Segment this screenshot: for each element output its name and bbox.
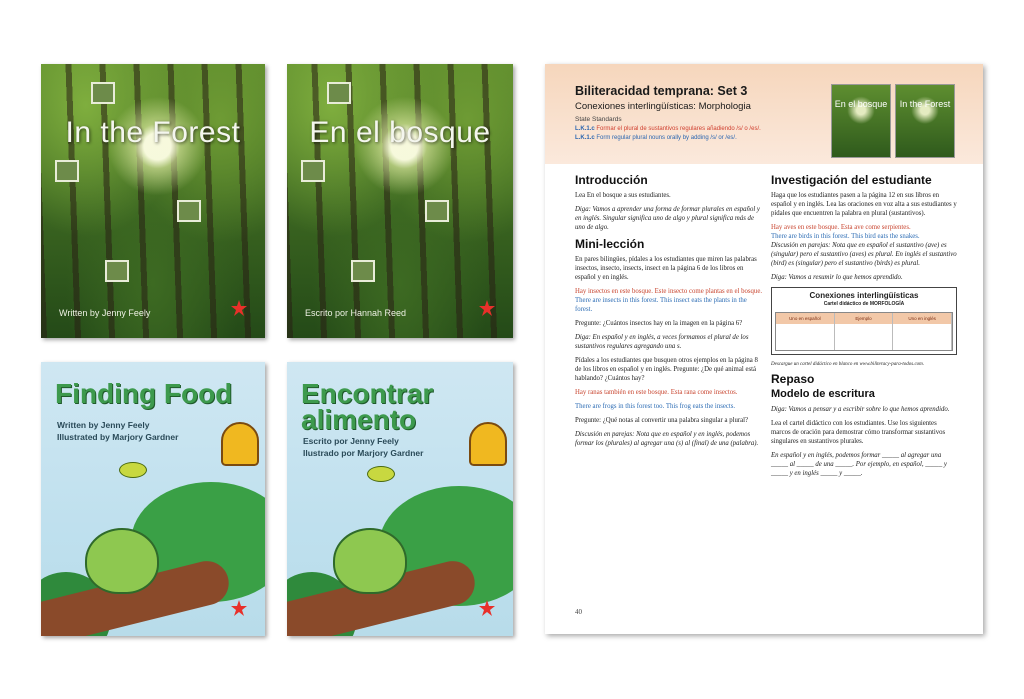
chart-subtitle: Cartel didáctico de MORFOLOGÍA — [823, 301, 905, 307]
publisher-star-icon — [231, 600, 247, 616]
publisher-star-icon — [479, 600, 495, 616]
page-subtitle: Conexiones interlingüísticas: Morphologia — [575, 101, 751, 112]
right-column — [771, 173, 957, 483]
example-spanish: Hay ranas también en este bosque. Esta rana come insectos. — [575, 389, 738, 396]
cover-illustrator: Ilustrado por Marjory Gardner — [303, 448, 424, 458]
standard-line-es — [575, 126, 761, 132]
cover-title-line2: alimento — [301, 404, 417, 435]
paragraph: Diga: Vamos a resumir lo que hemos aprendido. — [771, 274, 903, 281]
sentence-frame: En español y en inglés, podemos formar _____ al agregar una _____ al _____ de una _____. Por ejemplo, en español, _____ y _____ y en inglés _____ y _____. — [771, 452, 947, 477]
frog-illustration — [85, 528, 159, 594]
snake-illustration — [221, 422, 259, 466]
standard-text: Formar el plural de sustantivos regulares añadiendo /s/ o /es/. — [594, 126, 761, 132]
cover-finding-food — [41, 362, 265, 636]
chart-note: Descargue un cartel didáctico en blanco en www.biliteracy-para-todos.com. — [771, 362, 925, 367]
thumbnail-image — [301, 160, 325, 182]
cover-illustrator: Illustrated by Marjory Gardner — [57, 432, 179, 442]
page-number: 40 — [575, 608, 582, 616]
example-english: There are insects in this forest. This insect eats the plants in the forest. — [575, 297, 747, 313]
grasshopper-illustration — [367, 466, 395, 482]
example-english: There are birds in this forest. This bird eats the snakes. — [771, 233, 920, 240]
chart-cell — [835, 324, 894, 350]
paragraph: Diga: Vamos a pensar y a escribir sobre lo que hemos aprendido. — [771, 406, 950, 413]
chart-table — [775, 312, 953, 351]
snake-illustration — [469, 422, 507, 466]
standard-text: Form regular plural nouns orally by adding /s/ or /es/. — [594, 135, 737, 141]
frog-illustration — [333, 528, 407, 594]
paragraph: Diga: En español y en inglés, a veces formamos el plural de los sustantivos regulares agregando una s. — [575, 334, 749, 350]
thumbnail-image — [425, 200, 449, 222]
paragraph: Lea En el bosque a sus estudiantes. — [575, 192, 671, 199]
publisher-star-icon — [231, 300, 247, 316]
heading-repaso: Repaso — [771, 372, 815, 386]
left-column — [575, 173, 765, 453]
paragraph: En pares bilingües, pídales a los estudiantes que miren las palabras insectos, insecto, insects, insect en la página 6 de los libros en español y en inglés. — [575, 256, 757, 281]
cover-en-el-bosque — [287, 64, 513, 338]
thumbnail-image — [327, 82, 351, 104]
example-spanish: Hay insectos en este bosque. Este insecto come plantas en el bosque. — [575, 288, 763, 295]
thumbnail-image — [177, 200, 201, 222]
paragraph: Discusión en parejas: Nota que en español el sustantivo (ave) es (singular) pero el sustantivo (aves) es plural. En inglés el sustantivo (bird) es (singular) pero el sustantivo (birds) es plural. — [771, 242, 957, 267]
page-title: Biliteracidad temprana: Set 3 — [575, 84, 748, 98]
standard-code: L.K.1.c — [575, 135, 595, 141]
chart-header: Uno en español — [776, 313, 835, 324]
standard-line-en — [575, 135, 737, 141]
cover-title-line1: Encontrar — [301, 378, 434, 409]
chart-header: Uno en inglés — [893, 313, 952, 324]
cover-title: Finding Food — [55, 378, 233, 409]
grasshopper-illustration — [119, 462, 147, 478]
heading-investigacion: Investigación del estudiante — [771, 173, 932, 187]
thumbnail-image — [105, 260, 129, 282]
heading-mini-leccion: Mini-lección — [575, 237, 645, 251]
publisher-star-icon — [479, 300, 495, 316]
thumbnail-image — [351, 260, 375, 282]
chart-header: Ejemplo — [835, 313, 894, 324]
paragraph: Pregunte: ¿Cuántos insectos hay en la imagen en la página 6? — [575, 320, 743, 327]
chart-cell — [893, 324, 952, 350]
paragraph: Lea el cartel didáctico con los estudiantes. Use los siguientes marcos de oración para demostrar cómo transformar sustantivos singulares en sustantivos plurales. — [771, 420, 946, 445]
cover-byline: Written by Jenny Feely — [59, 308, 151, 318]
anchor-chart — [771, 287, 957, 355]
example-spanish: Hay aves en este bosque. Esta ave come serpientes. — [771, 224, 911, 231]
heading-introduccion: Introducción — [575, 173, 648, 187]
heading-modelo: Modelo de escritura — [771, 388, 875, 400]
paragraph: Diga: Vamos a aprender una forma de formar plurales en español y en inglés. Singular significa uno de algo y plural significa más de uno de algo. — [575, 206, 760, 231]
paragraph: Haga que los estudiantes pasen a la página 12 en sus libros en español y en inglés. Lea las oraciones en voz alta a sus estudiantes y pídales que encuentren la palabra en plural (sustantivos). — [771, 192, 957, 217]
example-english: There are frogs in this forest too. This frog eats the insects. — [575, 403, 736, 410]
mini-cover-en — [895, 84, 955, 158]
cover-author: Escrito por Jenny Feely — [303, 436, 399, 446]
thumbnail-image — [91, 82, 115, 104]
cover-title: En el bosque — [309, 116, 491, 149]
mini-cover-title: En el bosque — [834, 99, 888, 109]
standards-label: State Standards — [575, 116, 622, 123]
mini-cover-es — [831, 84, 891, 158]
cover-encontrar-alimento — [287, 362, 513, 636]
standard-code: L.K.1.c — [575, 126, 595, 132]
cover-byline: Escrito por Hannah Reed — [305, 308, 407, 318]
paragraph: Pregunte: ¿Qué notas al convertir una palabra singular a plural? — [575, 417, 749, 424]
chart-cell — [776, 324, 835, 350]
mini-cover-title: In the Forest — [899, 99, 951, 109]
cover-in-the-forest — [41, 64, 265, 338]
cover-title: In the Forest — [65, 116, 241, 149]
cover-author: Written by Jenny Feely — [57, 420, 150, 430]
chart-title: Conexiones interlingüísticas — [809, 291, 919, 300]
thumbnail-image — [55, 160, 79, 182]
paragraph: Discusión en parejas: Nota que en español y en inglés, podemos formar los (plurales) al agregar una (s) al (final) de una (palabra). — [575, 431, 759, 447]
lesson-page — [545, 64, 983, 634]
paragraph: Pídales a los estudiantes que busquen otros ejemplos en la página 8 de los libros en español y en inglés. Pregunte: ¿De qué animal está hablando? ¿Cuántos hay? — [575, 357, 758, 382]
